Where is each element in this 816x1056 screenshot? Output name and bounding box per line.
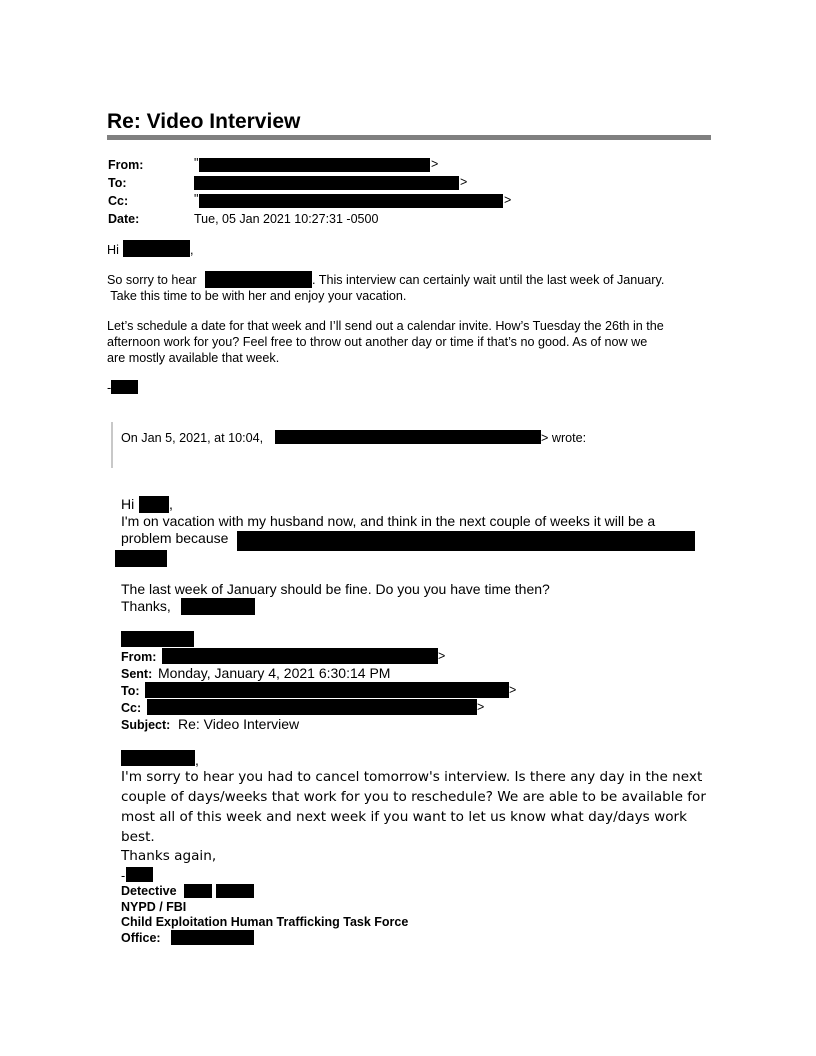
- redaction-fw-from: [162, 648, 438, 664]
- p2-line3: are mostly available that week.: [107, 351, 280, 365]
- fw-to-suffix: >: [509, 683, 517, 697]
- fw-from-label: From:: [121, 650, 157, 664]
- fw-line4: best.: [121, 829, 155, 845]
- sign-dash: -: [107, 381, 112, 395]
- cc-quote: ": [194, 192, 199, 206]
- redaction-fw-cc: [147, 699, 477, 715]
- fw-line1: I'm sorry to hear you had to cancel tomorrow's interview. Is there any day in the next: [121, 769, 703, 785]
- p1-line2: Take this time to be with her and enjoy your vacation.: [107, 289, 407, 303]
- from-quote: ": [194, 156, 199, 170]
- redaction-to: [194, 176, 459, 190]
- cc-suffix: >: [504, 193, 512, 207]
- fw-sent-label: Sent:: [121, 667, 153, 681]
- redaction-quoted-hi-name: [139, 496, 169, 513]
- p1-rest: . This interview can certainly wait until the last week of January.: [312, 273, 665, 287]
- redaction-quoted-line3: [115, 550, 167, 567]
- fw-greeting-comma: ,: [195, 752, 199, 768]
- redaction-quoted-sender: [275, 430, 541, 444]
- redaction-forward-header: [121, 631, 194, 647]
- redaction-quoted-line2: [237, 531, 695, 551]
- from-label: From:: [108, 158, 144, 172]
- date-value: Tue, 05 Jan 2021 10:27:31 -0500: [194, 212, 379, 226]
- quote-bar: [111, 422, 113, 468]
- fw-to-label: To:: [121, 684, 140, 698]
- fw-from-suffix: >: [438, 649, 446, 663]
- signature-unit: Child Exploitation Human Trafficking Task Force: [121, 915, 409, 929]
- redaction-signature-first: [184, 884, 212, 898]
- redaction-sender-initial: [111, 380, 138, 394]
- quoted-attribution-end: > wrote:: [541, 431, 587, 445]
- date-label: Date:: [108, 212, 140, 226]
- quoted-line1: I'm on vacation with my husband now, and think in the next couple of weeks it will be a: [121, 513, 656, 529]
- cc-label: Cc:: [108, 194, 129, 208]
- fw-thanks: Thanks again,: [121, 848, 217, 864]
- p2-line1: Let’s schedule a date for that week and I’ll send out a calendar invite. How’s Tuesday the 26th in the: [107, 319, 664, 333]
- p2-line2: afternoon work for you? Feel free to throw out another day or time if that’s no good. As of now we: [107, 335, 648, 349]
- redaction-p1: [205, 271, 312, 288]
- redaction-cc: [199, 194, 503, 208]
- fw-subject-label: Subject:: [121, 718, 171, 732]
- fw-sent-value: Monday, January 4, 2021 6:30:14 PM: [158, 665, 391, 681]
- title-divider: [107, 135, 711, 140]
- to-suffix: >: [460, 175, 468, 189]
- quoted-hi-comma: ,: [169, 496, 173, 512]
- signature-agency: NYPD / FBI: [121, 900, 187, 914]
- p1-start: So sorry to hear: [107, 273, 197, 287]
- redaction-fw-initial: [126, 867, 153, 882]
- redaction-quoted-signoff: [181, 598, 255, 615]
- from-suffix: >: [431, 157, 439, 171]
- fw-subject-value: Re: Video Interview: [178, 716, 300, 732]
- quoted-line3: The last week of January should be fine. Do you you have time then?: [121, 581, 550, 597]
- fw-cc-suffix: >: [477, 700, 485, 714]
- fw-cc-label: Cc:: [121, 701, 142, 715]
- quoted-thanks: Thanks,: [121, 598, 171, 614]
- redaction-office-number: [171, 930, 254, 945]
- redaction-from: [199, 158, 430, 172]
- redaction-greeting-name: [123, 240, 190, 257]
- fw-line2: couple of days/weeks that work for you to reschedule? We are able to be available for: [121, 789, 706, 805]
- signature-office-label: Office:: [121, 931, 161, 945]
- quoted-attribution-start: On Jan 5, 2021, at 10:04,: [121, 431, 264, 445]
- greeting-hi: Hi: [107, 243, 119, 257]
- redaction-signature-last: [216, 884, 254, 898]
- to-label: To:: [108, 176, 127, 190]
- quoted-hi: Hi: [121, 496, 135, 512]
- redaction-fw-greeting-name: [121, 750, 195, 766]
- fw-line3: most all of this week and next week if you want to let us know what day/days work: [121, 809, 687, 825]
- signature-title: Detective: [121, 884, 177, 898]
- redaction-fw-to: [145, 682, 509, 698]
- email-subject-title: Re: Video Interview: [107, 110, 301, 133]
- greeting-comma: ,: [190, 243, 194, 257]
- quoted-line2-start: problem because: [121, 530, 229, 546]
- fw-dash: -: [121, 869, 126, 883]
